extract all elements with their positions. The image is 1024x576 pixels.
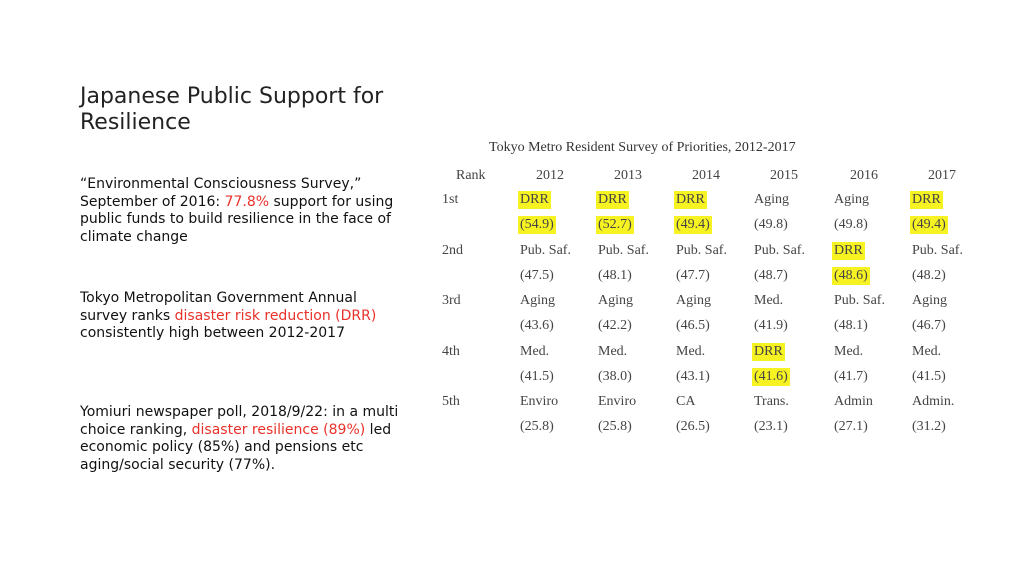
rank-header: Rank [456, 168, 486, 183]
priority-label: Aging [598, 293, 633, 308]
priority-label: Aging [834, 192, 869, 207]
priority-label: Admin [834, 394, 873, 409]
priority-label: Aging [676, 293, 711, 308]
year-header-2015: 2015 [770, 168, 798, 183]
priority-score: (25.8) [598, 419, 632, 434]
priority-label: Med. [676, 343, 706, 359]
priority-score: (41.5) [520, 368, 554, 384]
priority-label: DRR [598, 192, 627, 207]
rank-label: 5th [442, 394, 460, 409]
priority-label: CA [676, 394, 696, 409]
priority-label: Pub. Saf. [754, 242, 805, 258]
year-header-2012: 2012 [536, 168, 564, 183]
bullet-highlight: disaster risk reduction (DRR) [174, 307, 377, 324]
priority-label: DRR [520, 192, 549, 207]
priority-label: Aging [520, 293, 555, 308]
priority-score: (47.7) [676, 267, 710, 283]
priority-score: (49.8) [834, 217, 868, 232]
priority-score: (38.0) [598, 368, 632, 384]
bullet-tokyo-survey [80, 290, 400, 343]
priority-score: (23.1) [754, 419, 788, 434]
priority-score: (48.1) [834, 318, 868, 333]
priority-score: (41.6) [754, 368, 788, 384]
priority-label: Pub. Saf. [676, 242, 727, 258]
bullet-highlight: disaster resilience (89%) [191, 421, 366, 438]
rank-label: 1st [442, 192, 459, 207]
priority-label: DRR [754, 343, 783, 359]
bullet-text: Yomiuri newspaper poll, 2018/9/22: in a multi choice ranking, [80, 404, 399, 438]
priority-score: (48.7) [754, 267, 788, 283]
priority-label: Med. [834, 343, 864, 359]
priority-label: Pub. Saf. [520, 242, 571, 258]
year-header-2013: 2013 [614, 168, 642, 183]
priority-label: DRR [912, 192, 941, 207]
priority-label: Admin. [912, 394, 955, 409]
priority-score: (48.1) [598, 267, 632, 283]
priority-label: DRR [834, 242, 863, 258]
priority-label: Enviro [520, 394, 559, 409]
priority-score: (31.2) [912, 419, 946, 434]
bullet-text: support for using public funds to build resilience in the face of climate change [80, 193, 394, 245]
priority-score: (41.7) [834, 368, 868, 384]
priority-label: DRR [676, 192, 705, 207]
bullet-text: “Environmental Consciousness Survey,” September of 2016: [80, 176, 362, 210]
year-header-2016: 2016 [850, 168, 878, 183]
priority-score: (43.6) [520, 318, 554, 333]
priority-score: (48.2) [912, 267, 946, 283]
priority-score: (49.4) [912, 217, 946, 232]
priority-score: (54.9) [520, 217, 554, 232]
year-header-2014: 2014 [692, 168, 720, 183]
priority-label: Pub. Saf. [834, 293, 885, 308]
priority-label: Med. [912, 343, 942, 359]
priority-score: (41.5) [912, 368, 946, 384]
bullet-highlight: 77.8% [224, 193, 270, 210]
priority-score: (49.8) [754, 217, 788, 232]
priority-label: Enviro [598, 394, 637, 409]
bullet-survey-2016 [80, 176, 400, 246]
priority-score: (25.8) [520, 419, 554, 434]
priority-score: (42.2) [598, 318, 632, 333]
priority-score: (46.5) [676, 318, 710, 333]
bullet-text: Tokyo Metropolitan Government Annual survey ranks [80, 290, 357, 324]
priority-label: Trans. [754, 394, 789, 409]
table-title: Tokyo Metro Resident Survey of Priorities, 2012-2017 [489, 140, 796, 155]
bullet-text: led economic policy (85%) and pensions etc aging/social security (77%). [80, 421, 392, 473]
priority-score: (49.4) [676, 217, 710, 232]
priority-score: (48.6) [834, 267, 868, 283]
rank-label: 3rd [442, 293, 461, 308]
priority-score: (43.1) [676, 368, 710, 384]
priority-label: Aging [754, 192, 789, 207]
priorities-table [434, 140, 994, 440]
priority-score: (52.7) [598, 217, 632, 232]
bullet-yomiuri-poll [80, 404, 400, 474]
priority-score: (26.5) [676, 419, 710, 434]
priority-label: Pub. Saf. [598, 242, 649, 258]
rank-label: 2nd [442, 242, 463, 258]
priority-score: (47.5) [520, 267, 554, 283]
priority-label: Pub. Saf. [912, 242, 963, 258]
rank-label: 4th [442, 343, 460, 359]
year-header-2017: 2017 [928, 168, 956, 183]
priority-label: Aging [912, 293, 947, 308]
priority-score: (27.1) [834, 419, 868, 434]
priority-label: Med. [754, 293, 784, 308]
priority-label: Med. [520, 343, 550, 359]
priority-label: Med. [598, 343, 628, 359]
priority-score: (46.7) [912, 318, 946, 333]
priority-score: (41.9) [754, 318, 788, 333]
bullet-text: consistently high between 2012-2017 [80, 325, 345, 341]
slide-title: Japanese Public Support for Resilience [80, 84, 384, 135]
